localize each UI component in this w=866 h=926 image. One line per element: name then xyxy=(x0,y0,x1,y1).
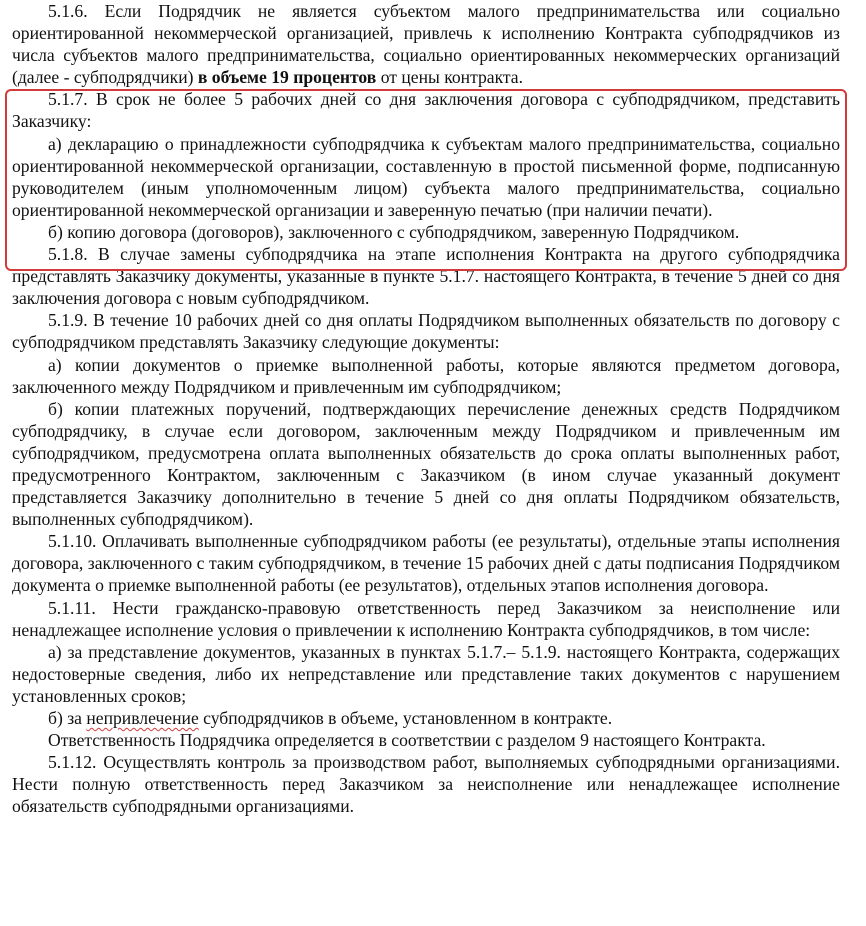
clause-5-1-7-a: а) декларацию о принадлежности субподрядчика к субъектам малого предпринимательства, социально ориентированной некоммерческой организации, составленную в простой письменной форме, подписанную руководителем (иным уполномоченным лицом) субъекта малого предпринимательства, социально ориентированной некоммерческой организации и заверенную печатью (при наличии печати). xyxy=(12,133,840,220)
clause-5-1-11: 5.1.11. Нести гражданско-правовую ответственность перед Заказчиком за неисполнение или ненадлежащее исполнение условия о привлечении к исполнению Контракта субподрядчиков, в том числе: xyxy=(12,597,840,640)
clause-5-1-6-bold: в объеме 19 процентов xyxy=(197,67,377,88)
clause-5-1-11-b xyxy=(12,707,840,729)
responsibility-note: Ответственность Подрядчика определяется в соответствии с разделом 9 настоящего Контракта. xyxy=(48,730,766,751)
clause-5-1-6-text: 5.1.6. Если Подрядчик не является субъектом малого предпринимательства или социально ориентированной некоммерческой организацией, привлечь к исполнению Контракта субподрядчиков из числа субъектов малого предпринимательства, социально ориентированных некоммерческих организаций (далее - субподрядчики) xyxy=(12,1,840,88)
highlighted-clause-5-1-7 xyxy=(12,88,840,243)
clause-5-1-11-a: а) за представление документов, указанных в пунктах 5.1.7.– 5.1.9. настоящего Контракта, содержащих недостоверные сведения, либо их непредставление или представление таких документов с нарушением установленных сроков; xyxy=(12,641,840,706)
document-page xyxy=(12,0,840,817)
clause-5-1-10: 5.1.10. Оплачивать выполненные субподрядчиком работы (ее результаты), отдельные этапы исполнения договора, заключенного с таким субподрядчиком, в течение 15 рабочих дней с даты подписания Подрядчиком документа о приемке выполненной работы (ее результатов), отдельных этапов исполнения договора. xyxy=(12,531,840,596)
spellcheck-marked-word[interactable]: непривлечение xyxy=(86,708,199,728)
clause-5-1-9: 5.1.9. В течение 10 рабочих дней со дня оплаты Подрядчиком выполненных обязательств по договору с субподрядчиком представлять Заказчику следующие документы: xyxy=(12,310,840,353)
clause-5-1-12: 5.1.12. Осуществлять контроль за производством работ, выполняемых субподрядными организациями. Нести полную ответственность перед Заказчиком за неисполнение или ненадлежащее исполнение обязательств субподрядными организациями. xyxy=(12,752,840,817)
clause-5-1-6-tail: от цены контракта. xyxy=(376,67,524,88)
clause-5-1-7-b: б) копию договора (договоров), заключенного с субподрядчиком, заверенную Подрядчиком. xyxy=(48,221,740,242)
clause-5-1-9-a: а) копии документов о приемке выполненной работы, которые являются предметом договора, заключенного между Подрядчиком и привлеченным им субподрядчиком; xyxy=(12,354,840,397)
clause-5-1-11-b-end: субподрядчиков в объеме, установленном в контракте. xyxy=(198,708,613,728)
clause-5-1-6 xyxy=(12,0,840,88)
clause-5-1-9-b: б) копии платежных поручений, подтверждающих перечисление денежных средств Подрядчиком субподрядчику, в случае если договором, заключенным между Подрядчиком и привлеченным им субподрядчиком, предусмотрена оплата выполненных обязательств до срока оплаты выполненных работ, предусмотренного Контрактом, заключенным с Заказчиком (в ином случае указанный документ представляется Заказчику дополнительно в течение 5 дней со дня оплаты Подрядчиком обязательств, выполненных субподрядчиком). xyxy=(12,398,840,530)
clause-5-1-11-b-start: б) за xyxy=(48,708,87,728)
clause-5-1-8: 5.1.8. В случае замены субподрядчика на этапе исполнения Контракта на другого субподрядчика представлять Заказчику документы, указанные в пункте 5.1.7. настоящего Контракта, в течение 5 дней со дня заключения договора с новым субподрядчиком. xyxy=(12,244,840,309)
clause-5-1-7: 5.1.7. В срок не более 5 рабочих дней со дня заключения договора с субподрядчиком, представить Заказчику: xyxy=(12,89,840,132)
